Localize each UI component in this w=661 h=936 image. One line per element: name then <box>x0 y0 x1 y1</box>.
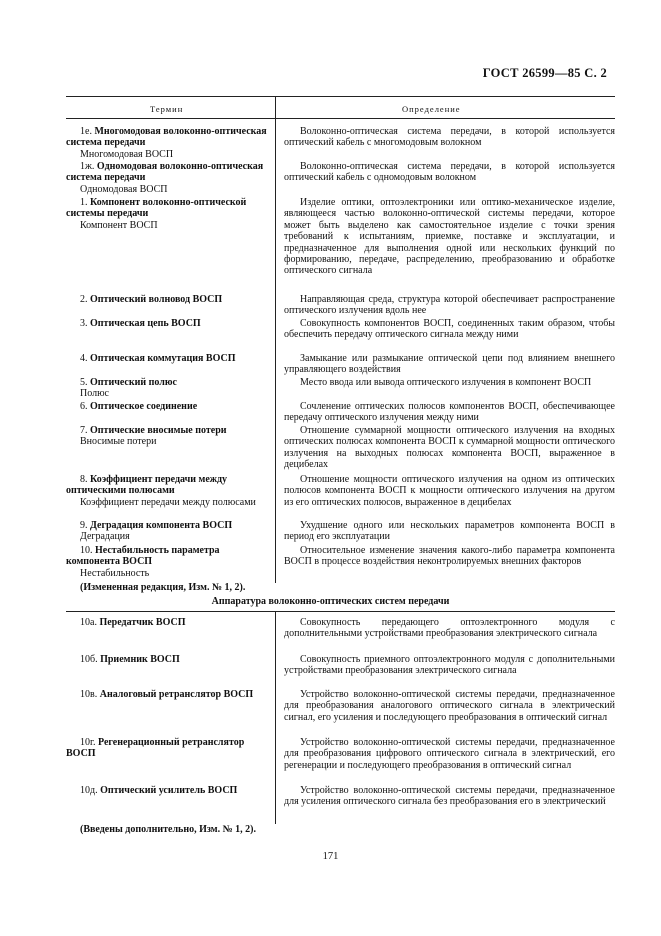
table-header-rule <box>66 118 615 119</box>
definition-cell: Направляющая среда, структура которой обеспечивает распространение оптического излучения вдоль нее <box>284 294 615 317</box>
term-cell: 10а. Передатчик ВОСП <box>80 617 186 628</box>
table-top-rule <box>66 96 615 97</box>
definition-cell: Изделие оптики, оптоэлектроники или оптико-механическое изделие, являющееся частью волоконно-оптической системы передачи, которое может быть выделено как самостоятельное изделие с точки зрения требований к испытаниям, приемке, поставке и эксплуатации, и предназначенное для выполнения одной или нескольких функций по формированию, передаче, распределению, преобразованию и обработке оптического сигнала <box>284 197 615 277</box>
column-header-term: Термин <box>150 104 184 114</box>
definition-cell: Отношение мощности оптического излучения на одном из оптических полюсов компонента ВОСП к мощности оптического излучения на другом из его оптических полюсов, выраженное в децибелах <box>284 474 615 508</box>
term-cell: 9. Деградация компонента ВОСП Деградация <box>80 520 233 543</box>
definition-cell: Относительное изменение значения какого-либо параметра компонента ВОСП в процессе воздействия неконтролируемых внешних факторов <box>284 545 615 568</box>
definition-cell: Волоконно-оптическая система передачи, в которой используется оптический кабель с одномодовым волокном <box>284 161 615 184</box>
term-cell: 1. Компонент волоконно-оптической системы передачи Компонент ВОСП <box>66 197 247 231</box>
amendment-note: (Измененная редакция, Изм. № 1, 2). <box>80 582 246 593</box>
definition-cell: Устройство волоконно-оптической системы передачи, предназначенное для преобразования аналогового оптического сигнала в электрический сигнал, его усиления и последующего преобразования в оптический сигнал <box>284 689 615 723</box>
term-cell: 6. Оптическое соединение <box>80 401 198 412</box>
term-cell: 5. Оптический полюс Полюс <box>80 377 177 400</box>
amendment-note-2: (Введены дополнительно, Изм. № 1, 2). <box>80 824 256 835</box>
term-cell: 8. Коэффициент передачи между оптическими полюсами Коэффициент передачи между полюсами <box>66 474 256 508</box>
definition-cell: Устройство волоконно-оптической системы передачи, предназначенное для преобразования цифрового оптического сигнала в электрический, его регенерации и последующего преобразования в оптический сигнал <box>284 737 615 771</box>
standard-header: ГОСТ 26599—85 С. 2 <box>482 66 607 80</box>
definition-cell: Совокупность компонентов ВОСП, соединенных таким образом, чтобы обеспечить передачу оптического сигнала между ними <box>284 318 615 341</box>
term-cell: 10в. Аналоговый ретранслятор ВОСП <box>80 689 254 700</box>
definition-cell: Устройство волоконно-оптической системы передачи, предназначенное для усиления оптического сигнала без преобразования его в электрический <box>284 785 615 808</box>
definition-cell: Отношение суммарной мощности оптического излучения на входных оптических полюсах компонента ВОСП к суммарной мощности оптического излучения на выходных полюсах компонента ВОСП, выраженное в децибелах <box>284 425 615 471</box>
definition-cell: Место ввода или вывода оптического излучения в компонент ВОСП <box>300 377 592 388</box>
column-separator <box>275 118 276 583</box>
term-cell: 1е. Многомодовая волоконно-оптическая система передачи Многомодовая ВОСП <box>66 126 267 160</box>
column-header-definition: Определение <box>402 104 461 114</box>
page-number: 171 <box>322 851 339 862</box>
column-separator <box>275 611 276 824</box>
definition-cell: Сочленение оптических полюсов компонентов ВОСП, обеспечивающее передачу оптического излучения между ними <box>284 401 615 424</box>
term-cell: 3. Оптическая цепь ВОСП <box>80 318 201 329</box>
header-column-divider <box>275 96 276 118</box>
term-cell: 4. Оптическая коммутация ВОСП <box>80 353 236 364</box>
definition-cell: Совокупность приемного оптоэлектронного модуля с дополнительными устройствами преобразования электрического сигнала <box>284 654 615 677</box>
definition-cell: Замыкание или размыкание оптической цепи под влиянием внешнего управляющего воздействия <box>284 353 615 376</box>
term-cell: 10. Нестабильность параметра компонента ВОСП Нестабильность <box>66 545 220 579</box>
section-title: Аппаратура волоконно-оптических систем передачи <box>211 596 450 607</box>
section-rule <box>66 611 615 612</box>
definition-cell: Ухудшение одного или нескольких параметров компонента ВОСП в период его эксплуатации <box>284 520 615 543</box>
term-cell: 10д. Оптический усилитель ВОСП <box>80 785 238 796</box>
term-cell: 10б. Приемник ВОСП <box>80 654 180 665</box>
term-cell: 7. Оптические вносимые потери Вносимые потери <box>80 425 227 448</box>
definition-cell: Волоконно-оптическая система передачи, в которой используется оптический кабель с многомодовым волокном <box>284 126 615 149</box>
term-cell: 10г. Регенерационный ретранслятор ВОСП <box>66 737 245 760</box>
definition-cell: Совокупность передающего оптоэлектронного модуля с дополнительными устройствами преобразования электрического сигнала <box>284 617 615 640</box>
term-cell: 1ж. Одномодовая волоконно-оптическая система передачи Одномодовая ВОСП <box>66 161 264 195</box>
term-cell: 2. Оптический волновод ВОСП <box>80 294 223 305</box>
